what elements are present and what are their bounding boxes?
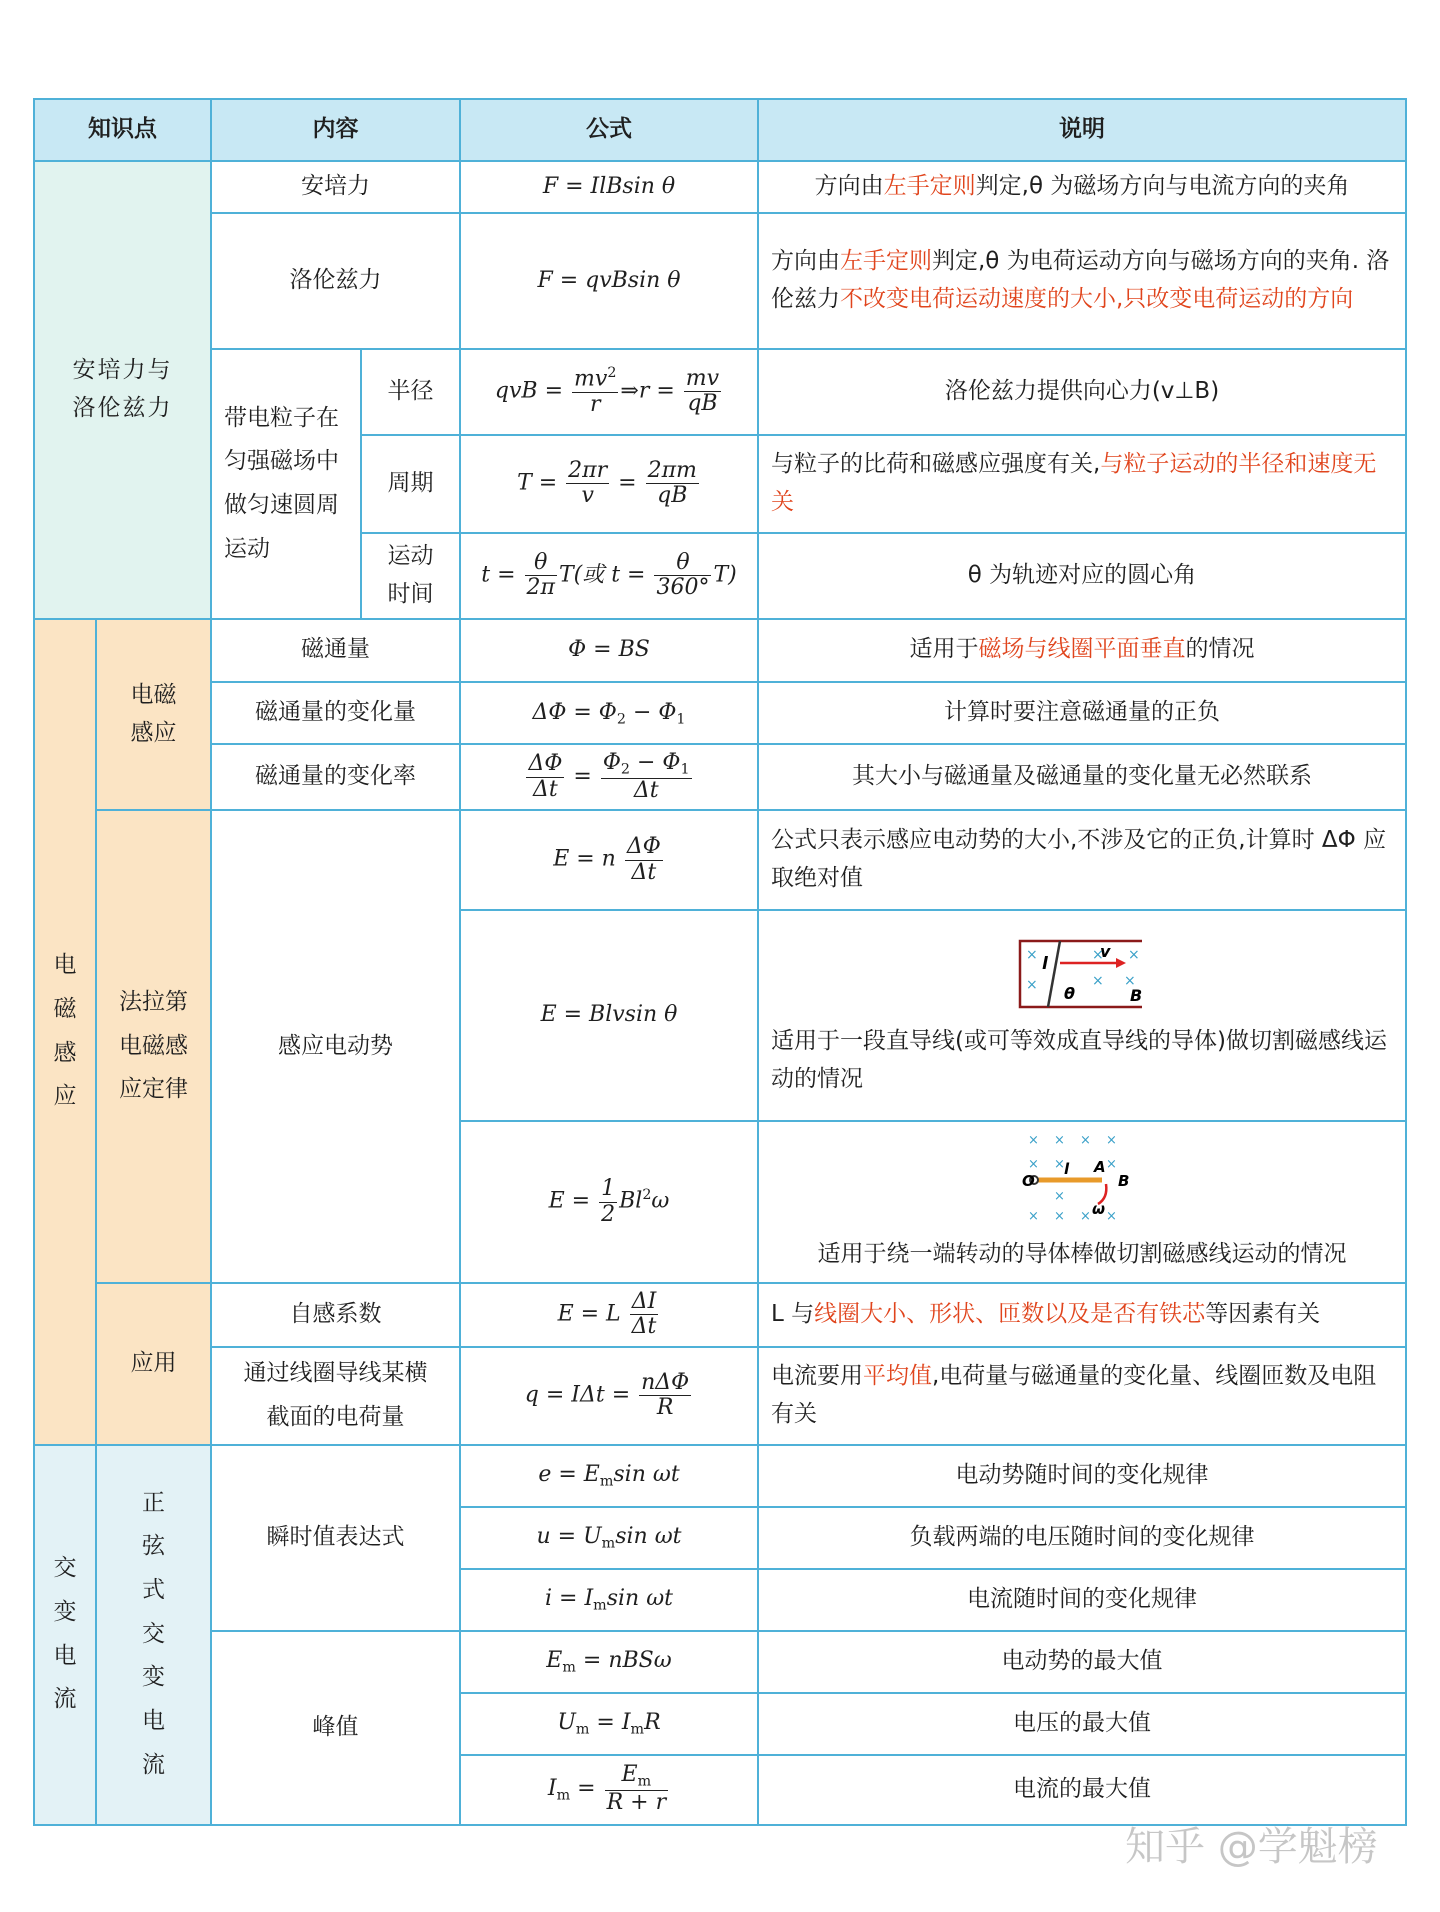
desc-text: L 与 xyxy=(771,1300,815,1327)
desc-time: θ 为轨迹对应的圆心角 xyxy=(758,533,1406,619)
desc-text: 电流要用 xyxy=(771,1362,863,1389)
formula-emf-1: E = n $\frac{\Delta\Phi}{\Delta t}$ xyxy=(460,810,758,910)
desc-text: ,电荷量与磁通量的变化量、线圈匝数及电阻有关 xyxy=(771,1362,1377,1427)
diagram-label-B: B xyxy=(1130,985,1143,1005)
content-time: 运动时间 xyxy=(361,533,460,619)
table-row xyxy=(34,619,1406,682)
header-row xyxy=(34,99,1406,161)
desc-lorentz xyxy=(758,213,1406,349)
desc-radius: 洛伦兹力提供向心力(v⊥B) xyxy=(758,349,1406,435)
formula-inst-i: $i = I_m\sin$ ωt xyxy=(460,1569,758,1631)
content-self-induct: 自感系数 xyxy=(211,1283,460,1346)
table-row xyxy=(34,349,1406,435)
desc-inst-e: 电动势随时间的变化规律 xyxy=(758,1445,1406,1507)
desc-highlight: 线圈大小、形状、匝数以及是否有铁芯 xyxy=(814,1300,1206,1327)
formula-inst-e: $e = E_m\sin$ ωt xyxy=(460,1445,758,1507)
desc-inst-i: 电流随时间的变化规律 xyxy=(758,1569,1406,1631)
group-ampere-lorentz: 安培力与洛伦兹力 xyxy=(34,161,211,619)
header-knowledge: 知识点 xyxy=(34,99,211,161)
content-peak: 峰值 xyxy=(211,1631,460,1825)
desc-peak-i: 电流的最大值 xyxy=(758,1755,1406,1825)
table-row xyxy=(34,810,1406,910)
content-radius: 半径 xyxy=(361,349,460,435)
diagram-label-O: O xyxy=(1022,1172,1035,1191)
rotating-rod-diagram xyxy=(1022,1130,1142,1230)
desc-highlight: 左手定则 xyxy=(883,173,976,199)
content-flux-change: 磁通量的变化量 xyxy=(211,682,460,744)
diagram-cross: × xyxy=(1106,1209,1117,1225)
desc-emf-2 xyxy=(758,910,1406,1121)
desc-peak-e: 电动势的最大值 xyxy=(758,1631,1406,1693)
content-charge: 通过线圈导线某横截面的电荷量 xyxy=(211,1347,460,1445)
table-row xyxy=(34,744,1406,810)
diagram-cross: × xyxy=(1128,946,1140,963)
formula-flux-rate: $\frac{\Delta\Phi}{\Delta t}$ = $\frac{\Phi_2 - \Phi_1}{\Delta t}$ xyxy=(460,744,758,810)
header-formula: 公式 xyxy=(460,99,758,161)
formula-peak-i: $I_m$ = $\frac{E_m}{R + r}$ xyxy=(460,1755,758,1825)
desc-highlight: 平均值 xyxy=(863,1362,932,1389)
watermark: 知乎 @学魁榜 xyxy=(1125,1824,1378,1870)
desc-flux-change: 计算时要注意磁通量的正负 xyxy=(758,682,1406,744)
desc-flux xyxy=(758,619,1406,682)
desc-highlight: 磁场与线圈平面垂直 xyxy=(978,636,1186,663)
formula-period: T = $\frac{2\pi r}{v}$ = $\frac{2\pi m}{qB}$ xyxy=(460,435,758,533)
desc-text: 等因素有关 xyxy=(1205,1300,1321,1327)
diagram-arrowhead xyxy=(1116,958,1126,968)
desc-text: 方向由 xyxy=(771,248,840,274)
group-sine-ac xyxy=(96,1445,211,1825)
diagram-cross: × xyxy=(1092,946,1104,963)
diagram-wire xyxy=(1048,941,1060,1007)
knowledge-table xyxy=(33,98,1407,1826)
diagram-label-A: A xyxy=(1094,1158,1106,1177)
group-induction-sub: 电磁感应 xyxy=(96,619,211,810)
desc-ampere xyxy=(758,161,1406,213)
desc-text: 判定,θ 为电荷运动方向与磁场方向的夹角. 洛伦兹力 xyxy=(771,248,1390,312)
desc-text: 适用于一段直导线(或可等效成直导线的导体)做切割磁感线运动的情况 xyxy=(771,1027,1387,1092)
desc-text: 的情况 xyxy=(1185,636,1255,663)
group-ac xyxy=(34,1445,96,1825)
table-row xyxy=(34,1347,1406,1445)
formula-lorentz: F = qvBsin θ xyxy=(460,213,758,349)
content-flux-rate: 磁通量的变化率 xyxy=(211,744,460,810)
diagram-cross: × xyxy=(1080,1209,1091,1225)
group-label: 交变电流 xyxy=(53,1555,77,1713)
formula-inst-u: $u = U_m\sin$ ωt xyxy=(460,1507,758,1569)
diagram-label-theta: θ xyxy=(1064,983,1075,1003)
diagram-cross: × xyxy=(1054,1209,1065,1225)
group-application: 应用 xyxy=(96,1283,211,1444)
header-explanation: 说明 xyxy=(758,99,1406,161)
table-row xyxy=(34,1283,1406,1346)
desc-peak-u: 电压的最大值 xyxy=(758,1693,1406,1755)
content-period: 周期 xyxy=(361,435,460,533)
desc-highlight: 不改变电荷运动速度的大小,只改变电荷运动的方向 xyxy=(840,285,1354,312)
content-flux: 磁通量 xyxy=(211,619,460,682)
header-content: 内容 xyxy=(211,99,460,161)
content-emf: 感应电动势 xyxy=(211,810,460,1283)
table-row xyxy=(34,1631,1406,1693)
diagram-label-l: l xyxy=(1064,1160,1070,1179)
diagram-cross: × xyxy=(1026,976,1038,993)
content-lorentz: 洛伦兹力 xyxy=(211,213,460,349)
diagram-label-l: l xyxy=(1042,953,1048,974)
diagram-cross: × xyxy=(1026,946,1038,963)
formula-self-induct: E = L $\frac{\Delta I}{\Delta t}$ xyxy=(460,1283,758,1346)
formula-ampere: F = IlBsin θ xyxy=(460,161,758,213)
desc-self-induct xyxy=(758,1283,1406,1346)
group-label: 电磁感应 xyxy=(53,952,77,1110)
content-ampere: 安培力 xyxy=(211,161,460,213)
desc-flux-rate: 其大小与磁通量及磁通量的变化量无必然联系 xyxy=(758,744,1406,810)
diagram-cross: × xyxy=(1028,1209,1039,1225)
desc-emf-3 xyxy=(758,1121,1406,1283)
formula-time: t = $\frac{\theta}{2\pi}$ T(或 t = $\frac{\theta}{360^\circ}$ T) xyxy=(460,533,758,619)
desc-inst-u: 负载两端的电压随时间的变化规律 xyxy=(758,1507,1406,1569)
table-row xyxy=(34,213,1406,349)
formula-emf-3: E = $\frac{1}{2}$ Bl$^2$ω xyxy=(460,1121,758,1283)
diagram-cross: × xyxy=(1080,1133,1091,1149)
table-row xyxy=(34,682,1406,744)
desc-highlight: 左手定则 xyxy=(840,248,932,274)
desc-text: 适用于 xyxy=(909,636,979,663)
diagram-cross: × xyxy=(1054,1157,1065,1173)
diagram-label-omega: ω xyxy=(1092,1200,1106,1219)
diagram-label-v: v xyxy=(1100,941,1111,961)
desc-text: 适用于绕一端转动的导体棒做切割磁感线运动的情况 xyxy=(817,1241,1347,1268)
diagram-cross: × xyxy=(1124,972,1136,989)
group-faraday: 法拉第电磁感应定律 xyxy=(96,810,211,1283)
formula-radius: qvB = $\frac{mv^2}{r}$ ⇒r = $\frac{mv}{qB}$ xyxy=(460,349,758,435)
desc-highlight: 与粒子运动的半径和速度无关 xyxy=(771,451,1377,515)
diagram-cross: × xyxy=(1028,1133,1039,1149)
formula-peak-e: $E_m = nBS\omega$ xyxy=(460,1631,758,1693)
table-row xyxy=(34,1445,1406,1507)
formula-emf-2: E = Blvsin θ xyxy=(460,910,758,1121)
group-em-induction xyxy=(34,619,96,1445)
desc-text: 方向由 xyxy=(814,173,884,199)
group-label: 正弦式交变电流 xyxy=(142,1489,165,1778)
diagram-cross: × xyxy=(1054,1189,1065,1205)
diagram-label-B: B xyxy=(1118,1172,1130,1191)
desc-charge xyxy=(758,1347,1406,1445)
diagram-cross: × xyxy=(1028,1157,1039,1173)
diagram-cross: × xyxy=(1092,972,1104,989)
table-row xyxy=(34,161,1406,213)
diagram-cross: × xyxy=(1106,1133,1117,1149)
formula-peak-u: $U_m = I_mR$ xyxy=(460,1693,758,1755)
content-instantaneous: 瞬时值表达式 xyxy=(211,1445,460,1631)
formula-charge: q = IΔt = $\frac{\text{nΔΦ}}{R}$ xyxy=(460,1347,758,1445)
desc-emf-1: 公式只表示感应电动势的大小,不涉及它的正负,计算时 ΔΦ 应取绝对值 xyxy=(758,810,1406,910)
cutting-wire-diagram xyxy=(1012,933,1152,1017)
desc-period xyxy=(758,435,1406,533)
diagram-cross: × xyxy=(1106,1157,1117,1173)
formula-flux-change: $\Delta\Phi = \Phi_2 - \Phi_1$ xyxy=(460,682,758,744)
formula-flux: Φ = BS xyxy=(460,619,758,682)
desc-text: 判定,θ 为磁场方向与电流方向的夹角 xyxy=(975,173,1350,199)
content-charged-particle: 带电粒子在匀强磁场中做匀速圆周运动 xyxy=(211,349,361,619)
diagram-cross: × xyxy=(1054,1133,1065,1149)
desc-text: 与粒子的比荷和磁感应强度有关, xyxy=(771,451,1101,477)
